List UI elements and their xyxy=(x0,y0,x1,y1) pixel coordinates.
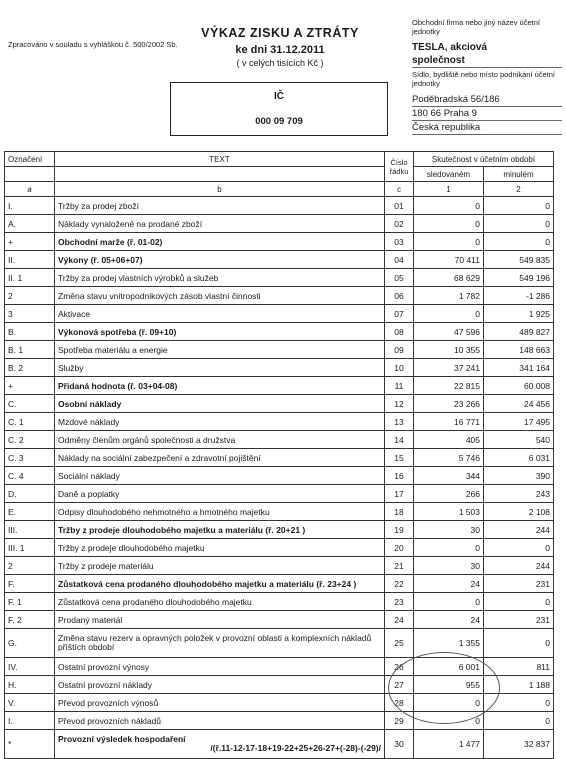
header-skutecnost: Skutečnost v účetním období xyxy=(414,152,554,167)
firm-name-line2: společnost xyxy=(412,55,465,66)
row-designation: A. xyxy=(5,215,55,233)
table-row xyxy=(5,467,554,485)
header-col-a: a xyxy=(5,182,55,197)
ic-box xyxy=(170,82,388,136)
row-previous: 60 008 xyxy=(484,377,554,395)
row-text: Převod provozních nákladů xyxy=(55,712,385,730)
row-number: 10 xyxy=(385,359,414,377)
row-designation: C. 1 xyxy=(5,413,55,431)
row-previous: 811 xyxy=(484,658,554,676)
table-row xyxy=(5,611,554,629)
row-previous: 0 xyxy=(484,712,554,730)
ic-value: 000 09 709 xyxy=(255,116,303,127)
row-designation: + xyxy=(5,233,55,251)
header-col-b: b xyxy=(55,182,385,197)
firm-city: 180 66 Praha 9 xyxy=(412,108,477,119)
row-current: 0 xyxy=(414,215,484,233)
row-text: Tržby z prodeje materiálu xyxy=(55,557,385,575)
row-text: Služby xyxy=(55,359,385,377)
table-row xyxy=(5,197,554,215)
row-text: Osobní náklady xyxy=(55,395,385,413)
table-row xyxy=(5,323,554,341)
header-oznaceni: Označení xyxy=(5,152,55,167)
row-number: 17 xyxy=(385,485,414,503)
row-number: 03 xyxy=(385,233,414,251)
row-designation: V. xyxy=(5,694,55,712)
row-current: 16 771 xyxy=(414,413,484,431)
row-previous: 2 108 xyxy=(484,503,554,521)
table-row xyxy=(5,575,554,593)
row-designation: I. xyxy=(5,712,55,730)
row-number: 13 xyxy=(385,413,414,431)
row-designation: III. xyxy=(5,521,55,539)
table-row xyxy=(5,503,554,521)
table-row xyxy=(5,593,554,611)
row-text: Tržby za prodej zboží xyxy=(55,197,385,215)
row-designation: B. 2 xyxy=(5,359,55,377)
row-text: Převod provozních výnosů xyxy=(55,694,385,712)
row-current: 0 xyxy=(414,712,484,730)
row-previous: 341 164 xyxy=(484,359,554,377)
row-current: 24 xyxy=(414,611,484,629)
row-previous: 489 827 xyxy=(484,323,554,341)
row-previous: 0 xyxy=(484,215,554,233)
row-number: 20 xyxy=(385,539,414,557)
row-number: 11 xyxy=(385,377,414,395)
street-underline xyxy=(412,106,562,107)
table-row xyxy=(5,730,554,759)
row-previous: 231 xyxy=(484,575,554,593)
header-spacer-a xyxy=(5,167,55,182)
row-designation: E. xyxy=(5,503,55,521)
row-designation: C. 4 xyxy=(5,467,55,485)
country-underline xyxy=(412,134,562,135)
header-minulem: minulém xyxy=(484,167,554,182)
table-row xyxy=(5,269,554,287)
stamp-seal xyxy=(388,652,500,724)
row-designation: I. xyxy=(5,197,55,215)
row-current: 37 241 xyxy=(414,359,484,377)
row-text-main: Změna stavu rezerv a opravných položek v provozní oblasti a komplexních nákladů příštích období xyxy=(58,633,372,652)
report-units: ( v celých tisících Kč ) xyxy=(236,58,324,68)
row-current: 0 xyxy=(414,539,484,557)
row-text xyxy=(55,629,385,658)
row-text: Ostatní provozní náklady xyxy=(55,676,385,694)
table-row xyxy=(5,539,554,557)
row-text: Tržby z prodeje dlouhodobého majetku xyxy=(55,539,385,557)
header-col-2: 2 xyxy=(484,182,554,197)
row-number: 26 xyxy=(385,658,414,676)
header-cislo: Číslo řádku xyxy=(385,152,414,182)
table-row xyxy=(5,215,554,233)
report-title: VÝKAZ ZISKU A ZTRÁTY xyxy=(201,26,359,40)
row-designation: D. xyxy=(5,485,55,503)
row-number: 07 xyxy=(385,305,414,323)
row-designation: II. 1 xyxy=(5,269,55,287)
row-previous: 148 663 xyxy=(484,341,554,359)
row-number: 05 xyxy=(385,269,414,287)
row-designation: III. 1 xyxy=(5,539,55,557)
row-current: 30 xyxy=(414,557,484,575)
header-text: TEXT xyxy=(55,152,385,167)
row-text: Náklady na sociální zabezpečení a zdravotní pojištění xyxy=(55,449,385,467)
row-designation: C. 2 xyxy=(5,431,55,449)
header-col-c: c xyxy=(385,182,414,197)
firm-country: Česká republika xyxy=(412,122,481,133)
row-designation: F. xyxy=(5,575,55,593)
row-previous: 244 xyxy=(484,557,554,575)
row-current: 405 xyxy=(414,431,484,449)
report-date: ke dni 31.12.2011 xyxy=(235,44,325,56)
row-number: 30 xyxy=(385,730,414,759)
row-current: 47 596 xyxy=(414,323,484,341)
row-previous: 243 xyxy=(484,485,554,503)
row-number: 28 xyxy=(385,694,414,712)
row-designation: H. xyxy=(5,676,55,694)
row-text: Změna stavu vnitropodnikových zásob vlastní činnosti xyxy=(55,287,385,305)
row-number: 27 xyxy=(385,676,414,694)
row-current: 1 503 xyxy=(414,503,484,521)
row-designation: + xyxy=(5,377,55,395)
table-row xyxy=(5,557,554,575)
row-current: 22 815 xyxy=(414,377,484,395)
row-number: 08 xyxy=(385,323,414,341)
row-number: 01 xyxy=(385,197,414,215)
row-designation: C. 3 xyxy=(5,449,55,467)
row-current: 1 355 xyxy=(414,629,484,658)
row-number: 02 xyxy=(385,215,414,233)
row-previous: 549 196 xyxy=(484,269,554,287)
row-text: Zůstatková cena prodaného dlouhodobého majetku xyxy=(55,593,385,611)
legal-note: Zpracováno v souladu s vyhláškou č. 500/2002 Sb. xyxy=(8,40,178,49)
row-current: 10 355 xyxy=(414,341,484,359)
row-text: Výkonová spotřeba (ř. 09+10) xyxy=(55,323,385,341)
city-underline xyxy=(412,120,562,121)
row-previous: 0 xyxy=(484,694,554,712)
row-previous: 0 xyxy=(484,593,554,611)
row-number: 25 xyxy=(385,629,414,658)
row-current: 344 xyxy=(414,467,484,485)
firm-name-caption: Obchodní firma nebo jiný název účetní jednotky xyxy=(412,18,540,36)
row-text: Daně a poplatky xyxy=(55,485,385,503)
row-designation: F. 2 xyxy=(5,611,55,629)
row-text: Zůstatková cena prodaného dlouhodobého majetku a materiálu (ř. 23+24 ) xyxy=(55,575,385,593)
row-number: 18 xyxy=(385,503,414,521)
row-designation: B. 1 xyxy=(5,341,55,359)
table-row xyxy=(5,377,554,395)
row-previous: 1 188 xyxy=(484,676,554,694)
row-previous: 540 xyxy=(484,431,554,449)
row-current: 0 xyxy=(414,694,484,712)
row-designation: 3 xyxy=(5,305,55,323)
row-previous: 0 xyxy=(484,233,554,251)
table-row xyxy=(5,413,554,431)
row-text: Obchodní marže (ř. 01-02) xyxy=(55,233,385,251)
row-number: 16 xyxy=(385,467,414,485)
table-row xyxy=(5,431,554,449)
row-previous: 549 835 xyxy=(484,251,554,269)
row-text: Tržby za prodej vlastních výrobků a služeb xyxy=(55,269,385,287)
row-text: Tržby z prodeje dlouhodobého majetku a materiálu (ř. 20+21 ) xyxy=(55,521,385,539)
row-current: 68 629 xyxy=(414,269,484,287)
row-current: 6 001 xyxy=(414,658,484,676)
row-designation: * xyxy=(5,730,55,759)
seat-caption: Sídlo, bydliště nebo místo podnikání účetní jednotky xyxy=(412,70,556,88)
header-spacer-b xyxy=(55,167,385,182)
row-number: 22 xyxy=(385,575,414,593)
row-previous: 17 495 xyxy=(484,413,554,431)
row-current: 23 266 xyxy=(414,395,484,413)
row-current: 0 xyxy=(414,233,484,251)
row-previous: 244 xyxy=(484,521,554,539)
table-row xyxy=(5,305,554,323)
table-row xyxy=(5,233,554,251)
row-previous: 1 925 xyxy=(484,305,554,323)
table-row xyxy=(5,341,554,359)
row-number: 24 xyxy=(385,611,414,629)
row-number: 04 xyxy=(385,251,414,269)
row-current: 1 782 xyxy=(414,287,484,305)
row-designation: 2 xyxy=(5,557,55,575)
row-text: Přidaná hodnota (ř. 03+04-08) xyxy=(55,377,385,395)
row-text-main: Provozní výsledek hospodaření xyxy=(58,734,186,744)
table-row xyxy=(5,251,554,269)
row-text: Sociální náklady xyxy=(55,467,385,485)
row-previous: 24 456 xyxy=(484,395,554,413)
row-number: 14 xyxy=(385,431,414,449)
header-sledovanem: sledovaném xyxy=(414,167,484,182)
row-number: 29 xyxy=(385,712,414,730)
row-previous: 0 xyxy=(484,629,554,658)
table-row xyxy=(5,449,554,467)
row-current: 70 411 xyxy=(414,251,484,269)
row-current: 5 746 xyxy=(414,449,484,467)
row-previous: 32 837 xyxy=(484,730,554,759)
firm-street: Poděbradská 56/186 xyxy=(412,94,500,105)
row-text xyxy=(55,730,385,759)
row-designation: II. xyxy=(5,251,55,269)
row-current: 0 xyxy=(414,305,484,323)
row-text: Aktivace xyxy=(55,305,385,323)
table-row xyxy=(5,485,554,503)
header-col-1: 1 xyxy=(414,182,484,197)
row-text: Prodaný materiál xyxy=(55,611,385,629)
row-number: 09 xyxy=(385,341,414,359)
row-previous: 0 xyxy=(484,197,554,215)
ic-label: IČ xyxy=(274,91,284,102)
row-current: 955 xyxy=(414,676,484,694)
row-previous: -1 286 xyxy=(484,287,554,305)
row-previous: 231 xyxy=(484,611,554,629)
row-previous: 0 xyxy=(484,539,554,557)
row-designation: C. xyxy=(5,395,55,413)
row-current: 0 xyxy=(414,197,484,215)
row-text-formula: /(ř.11-12-17-18+19-22+25+26-27+(-28)-(-29)/ xyxy=(210,743,381,753)
row-current: 24 xyxy=(414,575,484,593)
row-designation: B. xyxy=(5,323,55,341)
row-designation: 2 xyxy=(5,287,55,305)
row-previous: 6 031 xyxy=(484,449,554,467)
row-text: Ostatní provozní výnosy xyxy=(55,658,385,676)
row-number: 12 xyxy=(385,395,414,413)
row-designation: F. 1 xyxy=(5,593,55,611)
row-number: 19 xyxy=(385,521,414,539)
row-current: 266 xyxy=(414,485,484,503)
firm-underline xyxy=(412,67,562,68)
row-current: 30 xyxy=(414,521,484,539)
row-designation: IV. xyxy=(5,658,55,676)
row-text: Spotřeba materiálu a energie xyxy=(55,341,385,359)
row-text: Výkony (ř. 05+06+07) xyxy=(55,251,385,269)
row-text: Odpisy dlouhodobého nehmotného a hmotného majetku xyxy=(55,503,385,521)
row-number: 06 xyxy=(385,287,414,305)
table-row xyxy=(5,395,554,413)
row-text: Odměny členům orgánů společnosti a družstva xyxy=(55,431,385,449)
row-previous: 390 xyxy=(484,467,554,485)
row-number: 21 xyxy=(385,557,414,575)
row-designation: G. xyxy=(5,629,55,658)
row-number: 15 xyxy=(385,449,414,467)
table-row xyxy=(5,359,554,377)
row-current: 0 xyxy=(414,593,484,611)
table-row xyxy=(5,521,554,539)
row-number: 23 xyxy=(385,593,414,611)
row-current: 1 477 xyxy=(414,730,484,759)
row-text: Náklady vynaložené na prodané zboží xyxy=(55,215,385,233)
firm-name-line1: TESLA, akciová xyxy=(412,42,488,53)
row-text: Mzdové náklady xyxy=(55,413,385,431)
table-row xyxy=(5,629,554,658)
table-row xyxy=(5,287,554,305)
